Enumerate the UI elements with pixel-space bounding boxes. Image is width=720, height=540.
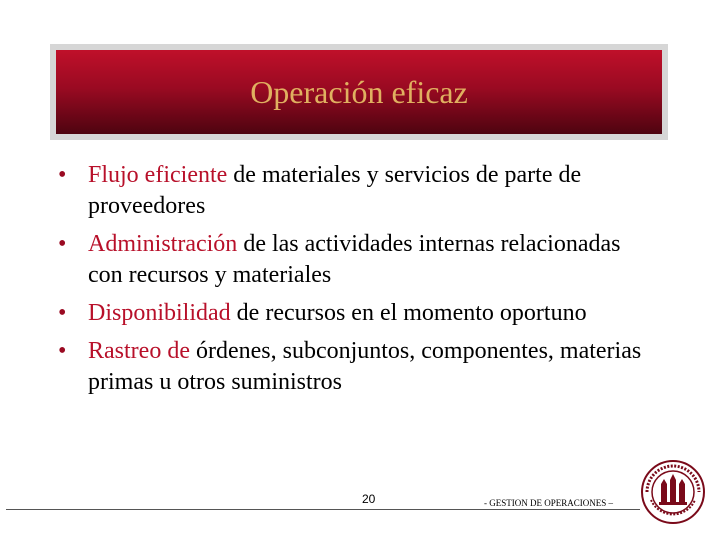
footer-divider <box>6 509 640 510</box>
bullet-icon: • <box>58 162 67 188</box>
bullet-highlight: Flujo eficiente <box>88 162 228 188</box>
bullet-text: de recursos en el momento oportuno <box>230 300 587 326</box>
bullet-text: órdenes, subconjuntos, componentes, materias primas u otros suministros <box>88 338 642 395</box>
bullet-item <box>58 298 658 329</box>
bullet-list <box>58 160 658 405</box>
page-number: 20 <box>362 492 376 506</box>
bullet-icon: • <box>58 231 67 257</box>
bullet-icon: • <box>58 338 67 364</box>
bullet-item <box>58 229 658 291</box>
university-seal-icon <box>641 460 705 524</box>
bullet-highlight: Rastreo de <box>88 338 190 364</box>
bullet-text: de materiales y servicios de parte de proveedores <box>88 162 582 219</box>
title-bar <box>56 50 662 134</box>
bullet-item <box>58 160 658 222</box>
bullet-highlight: Administración <box>88 231 238 257</box>
bullet-item <box>58 336 658 398</box>
slide-title: Operación eficaz <box>250 73 468 110</box>
bullet-icon: • <box>58 300 67 326</box>
footer-text: - GESTION DE OPERACIONES – <box>484 498 613 508</box>
bullet-highlight: Disponibilidad <box>88 300 231 326</box>
bullet-text: de las actividades internas relacionadas con recursos y materiales <box>88 231 621 288</box>
